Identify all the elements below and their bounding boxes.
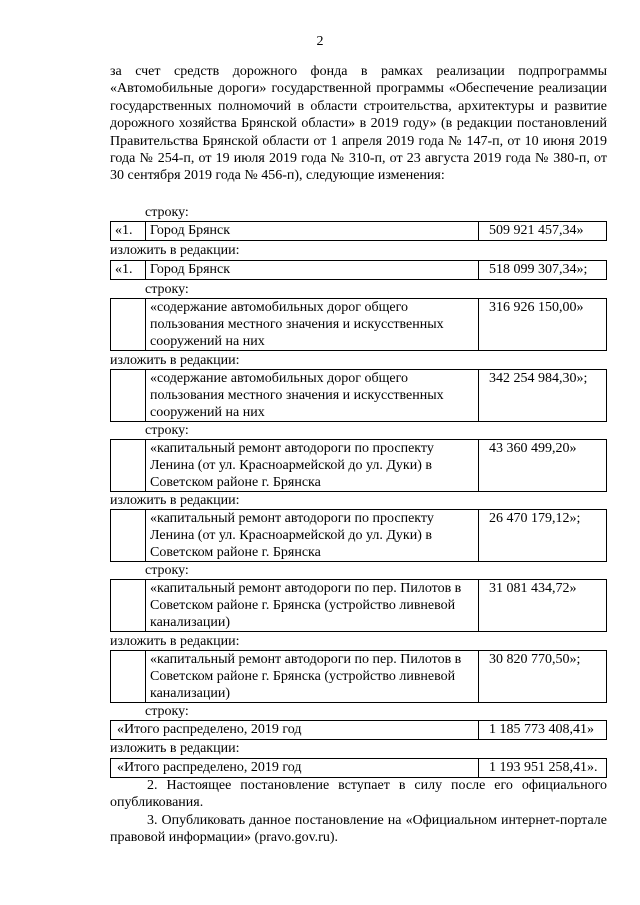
- row-description: «капитальный ремонт автодороги по проспекту Ленина (от ул. Красноармейской до ул. Дуки) в Советском районе г. Брянска: [146, 440, 479, 492]
- row-number: [111, 510, 146, 562]
- page-number: 2: [316, 34, 324, 49]
- row-description: «Итого распределено, 2019 год: [111, 721, 479, 740]
- label-row: строку:: [145, 205, 189, 220]
- row-number: [111, 651, 146, 703]
- row-value: 26 470 179,12»;: [479, 510, 607, 562]
- label-replace: изложить в редакции:: [110, 353, 240, 368]
- row-value: 1 193 951 258,41».: [479, 759, 607, 778]
- row-value: 30 820 770,50»;: [479, 651, 607, 703]
- row-description: Город Брянск: [146, 261, 479, 280]
- label-row: строку:: [145, 282, 189, 297]
- label-replace: изложить в редакции:: [110, 634, 240, 649]
- old-row-table: [110, 221, 607, 241]
- label-replace: изложить в редакции:: [110, 493, 240, 508]
- old-row-table: [110, 439, 607, 492]
- old-row-table: [110, 579, 607, 632]
- row-number: «1.: [111, 261, 146, 280]
- row-number: [111, 580, 146, 632]
- row-description: «содержание автомобильных дорог общего пользования местного значения и искусственных сооружений на них: [146, 370, 479, 422]
- row-description: «Итого распределено, 2019 год: [111, 759, 479, 778]
- new-row-table: [110, 260, 607, 280]
- row-number: [111, 440, 146, 492]
- row-value: 31 081 434,72»: [479, 580, 607, 632]
- new-row-table: [110, 650, 607, 703]
- row-number: [111, 370, 146, 422]
- new-row-table: [110, 369, 607, 422]
- row-description: «капитальный ремонт автодороги по пер. Пилотов в Советском районе г. Брянска (устройство ливневой канализации): [146, 651, 479, 703]
- label-replace: изложить в редакции:: [110, 243, 240, 258]
- row-number: [111, 299, 146, 351]
- old-row-table: [110, 298, 607, 351]
- label-replace: изложить в редакции:: [110, 741, 240, 756]
- row-description: Город Брянск: [146, 222, 479, 241]
- intro-paragraph: за счет средств дорожного фонда в рамках реализации подпрограммы «Автомобильные дороги» государственной программы «Обеспечение реализации государственных полномочий в области строительства, архитектуры и развитие дорожного хозяйства Брянской области» в 2019 году» (в редакции постановлений Правительства Брянской области от 1 апреля 2019 года № 147-п, от 10 июня 2019 года № 254-п, от 19 июля 2019 года № 310-п, от 23 августа 2019 года № 380-п, от 30 сентября 2019 года № 456-п), следующие изменения:: [110, 64, 607, 184]
- label-row: строку:: [145, 563, 189, 578]
- new-row-table: [110, 758, 607, 778]
- label-row: строку:: [145, 423, 189, 438]
- row-value: 316 926 150,00»: [479, 299, 607, 351]
- new-row-table: [110, 509, 607, 562]
- row-value: 43 360 499,20»: [479, 440, 607, 492]
- row-description: «капитальный ремонт автодороги по проспекту Ленина (от ул. Красноармейской до ул. Дуки) в Советском районе г. Брянска: [146, 510, 479, 562]
- label-row: строку:: [145, 704, 189, 719]
- row-number: «1.: [111, 222, 146, 241]
- row-value: 509 921 457,34»: [479, 222, 607, 241]
- row-value: 1 185 773 408,41»: [479, 721, 607, 740]
- row-value: 518 099 307,34»;: [479, 261, 607, 280]
- old-row-table: [110, 720, 607, 740]
- paragraph-2: 2. Настоящее постановление вступает в силу после его официального опубликования.: [110, 778, 607, 811]
- row-description: «содержание автомобильных дорог общего пользования местного значения и искусственных сооружений на них: [146, 299, 479, 351]
- row-value: 342 254 984,30»;: [479, 370, 607, 422]
- row-description: «капитальный ремонт автодороги по пер. Пилотов в Советском районе г. Брянска (устройство ливневой канализации): [146, 580, 479, 632]
- paragraph-3: 3. Опубликовать данное постановление на «Официальном интернет-портале правовой информации» (pravo.gov.ru).: [110, 813, 607, 846]
